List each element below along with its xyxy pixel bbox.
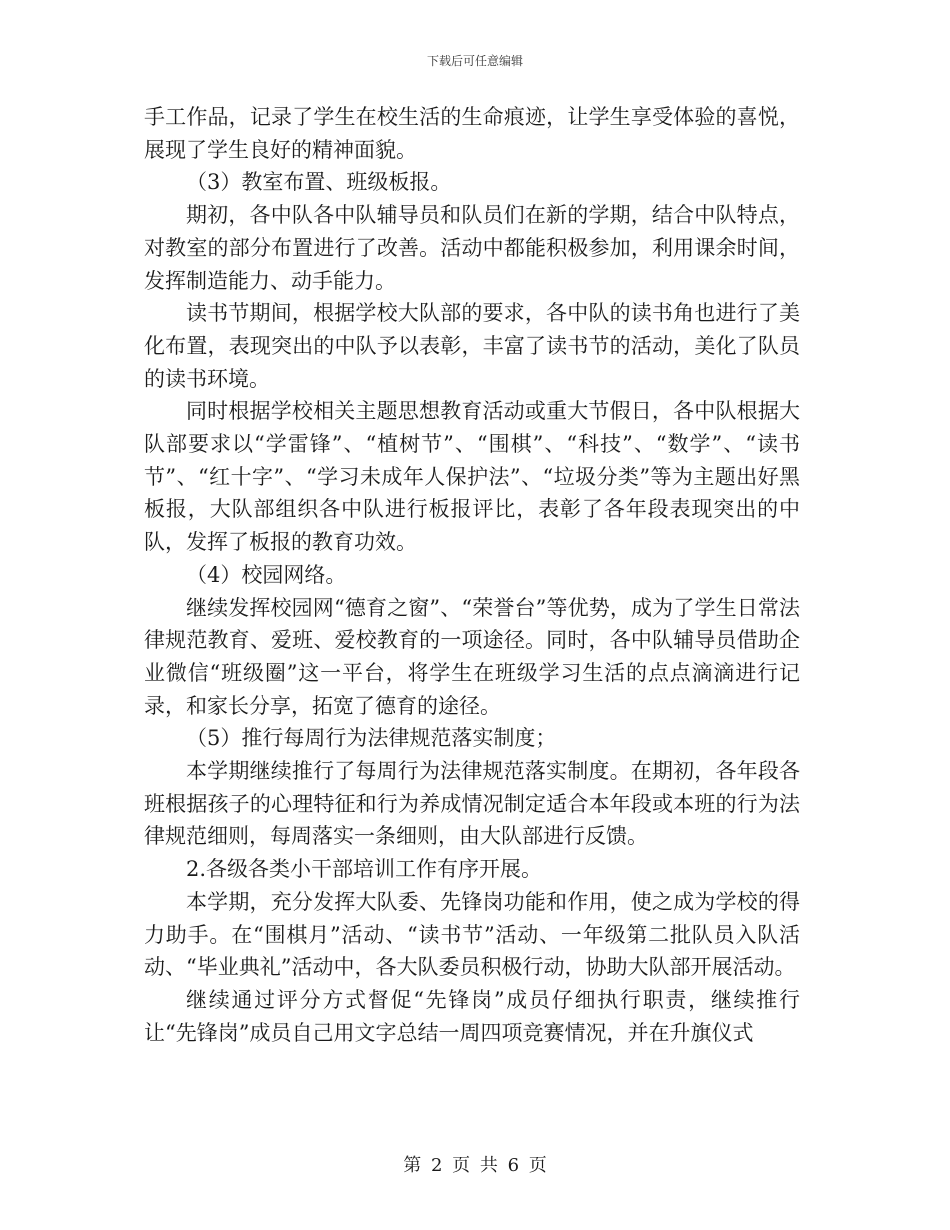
paragraph-7: 继续发挥校园网“德育之窗”、“荣誉台”等优势，成为了学生日常法律规范教育、爱班、爱校教育的一项途径。同时，各中队辅导员借助企业微信“班级圈”这一平台，将学生在班级学习生活的点点滴滴进行记录，和家长分享，拓宽了德育的途径。 bbox=[144, 595, 800, 718]
paragraph-10: 2.各级各类小干部培训工作有序开展。 bbox=[186, 857, 543, 882]
page-header: 下载后可任意编辑 bbox=[426, 54, 523, 68]
paragraph-9: 本学期继续推行了每周行为法律规范落实制度。在期初，各年段各班根据孩子的心理特征和行为养成情况制定适合本年段或本班的行为法律规范细则，每周落实一条细则，由大队部进行反馈。 bbox=[144, 759, 800, 849]
document-body bbox=[144, 101, 800, 1049]
paragraph-12: 继续通过评分方式督促“先锋岗”成员仔细执行职责，继续推行让“先锋岗”成员自己用文字总结一周四项竞赛情况，并在升旗仪式 bbox=[144, 987, 800, 1045]
paragraph-3: 期初，各中队各中队辅导员和队员们在新的学期，结合中队特点，对教室的部分布置进行了改善。活动中都能积极参加，利用课余时间，发挥制造能力、动手能力。 bbox=[144, 203, 800, 293]
paragraph-2: （3）教室布置、班级板报。 bbox=[186, 170, 452, 195]
paragraph-11: 本学期，充分发挥大队委、先锋岗功能和作用，使之成为学校的得力助手。在“围棋月”活动、“读书节”活动、一年级第二批队员入队活动、“毕业典礼”活动中，各大队委员积极行动，协助大队部开展活动。 bbox=[144, 889, 800, 980]
paragraph-4: 读书节期间，根据学校大队部的要求，各中队的读书角也进行了美化布置，表现突出的中队予以表彰，丰富了读书节的活动，美化了队员的读书环境。 bbox=[144, 301, 800, 391]
paragraph-5: 同时根据学校相关主题思想教育活动或重大节假日，各中队根据大队部要求以“学雷锋”、“植树节”、“围棋”、“科技”、“数学”、“读书节”、“红十字”、“学习未成年人保护法”、“垃圾分类”等为主题出好黑板报，大队部组织各中队进行板报评比，表彰了各年段表现突出的中队，发挥了板报的教育功效。 bbox=[144, 399, 800, 555]
paragraph-1: 手工作品，记录了学生在校生活的生命痕迹，让学生享受体验的喜悦，展现了学生良好的精神面貌。 bbox=[144, 105, 800, 162]
paragraph-6: （4）校园网络。 bbox=[186, 562, 347, 587]
page-footer: 第 2 页 共 6 页 bbox=[403, 1155, 547, 1176]
paragraph-8: （5）推行每周行为法律规范落实制度； bbox=[186, 726, 557, 751]
